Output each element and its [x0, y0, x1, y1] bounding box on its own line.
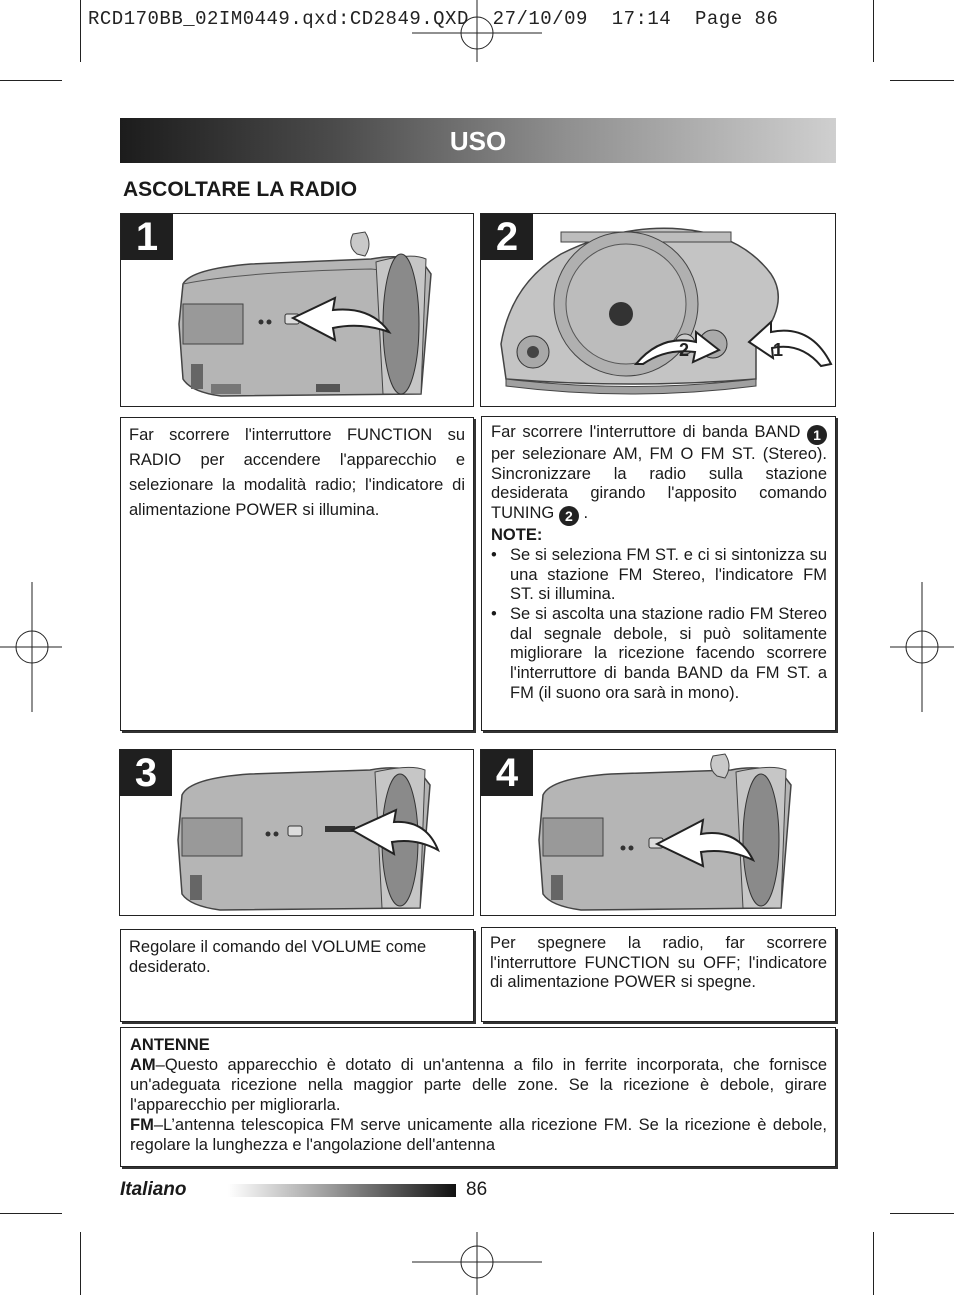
step-number: 3 — [120, 750, 172, 796]
registration-mark-bottom — [412, 1232, 542, 1295]
header-title: USO — [449, 126, 507, 156]
bullet-icon: • — [491, 545, 497, 564]
footer-gradient-bar — [228, 1184, 456, 1197]
step-2-text — [481, 416, 836, 731]
slug-time: 17:14 — [611, 8, 672, 30]
crop-mark — [0, 80, 62, 81]
step-4-description: Per spegnere la radio, far scorrere l'interruttore FUNCTION su OFF; l'indicatore di alimentazione POWER si spegne. — [490, 934, 827, 992]
step-3-description: Regolare il comando del VOLUME come desiderato. — [129, 938, 427, 976]
device-top-illustration — [481, 214, 835, 406]
badge-1-icon: 1 — [807, 425, 827, 445]
step-2-description: Far scorrere l'interruttore di banda BAND 1 per selezionare AM, FM O FM ST. (Stereo). Sincronizzare la radio sulla stazione desiderata girando l'apposito comando TUNING 2 . — [491, 423, 827, 525]
note-item: • Se si ascolta una stazione radio FM Stereo dal segnale debole, si può solitamente migliorare la ricezione facendo scorrere l'interruttore di banda BAND da FM ST. a FM (il suono ora sarà in mono). — [491, 604, 827, 702]
crop-mark — [80, 1232, 81, 1295]
device-side-illustration — [481, 750, 835, 915]
step-3-illustration — [119, 749, 474, 916]
note-item: • Se si seleziona FM ST. e ci si sintonizza su una stazione FM Stereo, l'indicatore FM ST. si illumina. — [491, 545, 827, 604]
step-3-text — [120, 929, 474, 1022]
antenne-box — [120, 1027, 836, 1167]
callout-1: 1 — [773, 340, 784, 360]
device-side-illustration — [120, 750, 473, 915]
device-side-illustration — [121, 214, 473, 406]
page-number: 86 — [466, 1179, 488, 1200]
slug-file: RCD170BB_02IM0449.qxd:CD2849.QXD — [88, 8, 469, 30]
crop-mark — [890, 80, 954, 81]
section-header-bar — [120, 118, 836, 163]
step-1-description: Far scorrere l'interruttore FUNCTION su RADIO per accendere l'apparecchio e selezionare la modalità radio; l'indicatore di alimentazione POWER si illumina. — [129, 426, 465, 519]
antenne-title: ANTENNE — [130, 1036, 210, 1054]
crop-mark — [0, 1213, 62, 1214]
step-4-illustration — [480, 749, 836, 916]
crop-mark — [873, 1232, 874, 1295]
step-number: 1 — [121, 214, 173, 260]
slug-page: Page 86 — [695, 8, 779, 30]
crop-mark — [80, 0, 81, 62]
section-title: ASCOLTARE LA RADIO — [123, 178, 358, 201]
step-number: 2 — [481, 214, 533, 260]
step-1-illustration — [120, 213, 474, 407]
registration-mark-left — [0, 582, 62, 712]
crop-mark — [890, 1213, 954, 1214]
crop-mark — [873, 0, 874, 62]
step-2-illustration — [480, 213, 836, 407]
note-title: NOTE: — [491, 526, 543, 545]
slug-date: 27/10/09 — [492, 8, 588, 30]
registration-mark-top — [412, 0, 542, 62]
antenne-fm: FM–L’antenna telescopica FM serve unicamente alla ricezione FM. Se la ricezione è debole, regolare la lunghezza e l'angolazione dell'antenna — [130, 1116, 827, 1154]
step-4-text — [481, 927, 836, 1022]
step-1-text — [120, 417, 474, 731]
badge-2-icon: 2 — [559, 506, 579, 526]
step-number: 4 — [481, 750, 533, 796]
bullet-icon: • — [491, 604, 497, 623]
footer-language: Italiano — [120, 1179, 187, 1200]
registration-mark-right — [890, 582, 954, 712]
callout-2: 2 — [679, 340, 690, 360]
antenne-am: AM–Questo apparecchio è dotato di un'antenna a filo in ferrite incorporata, che fornisce un'adeguata ricezione nella maggior parte delle zone. Se la ricezione è debole, girare l'apparecchio per migliorarla. — [130, 1056, 827, 1114]
